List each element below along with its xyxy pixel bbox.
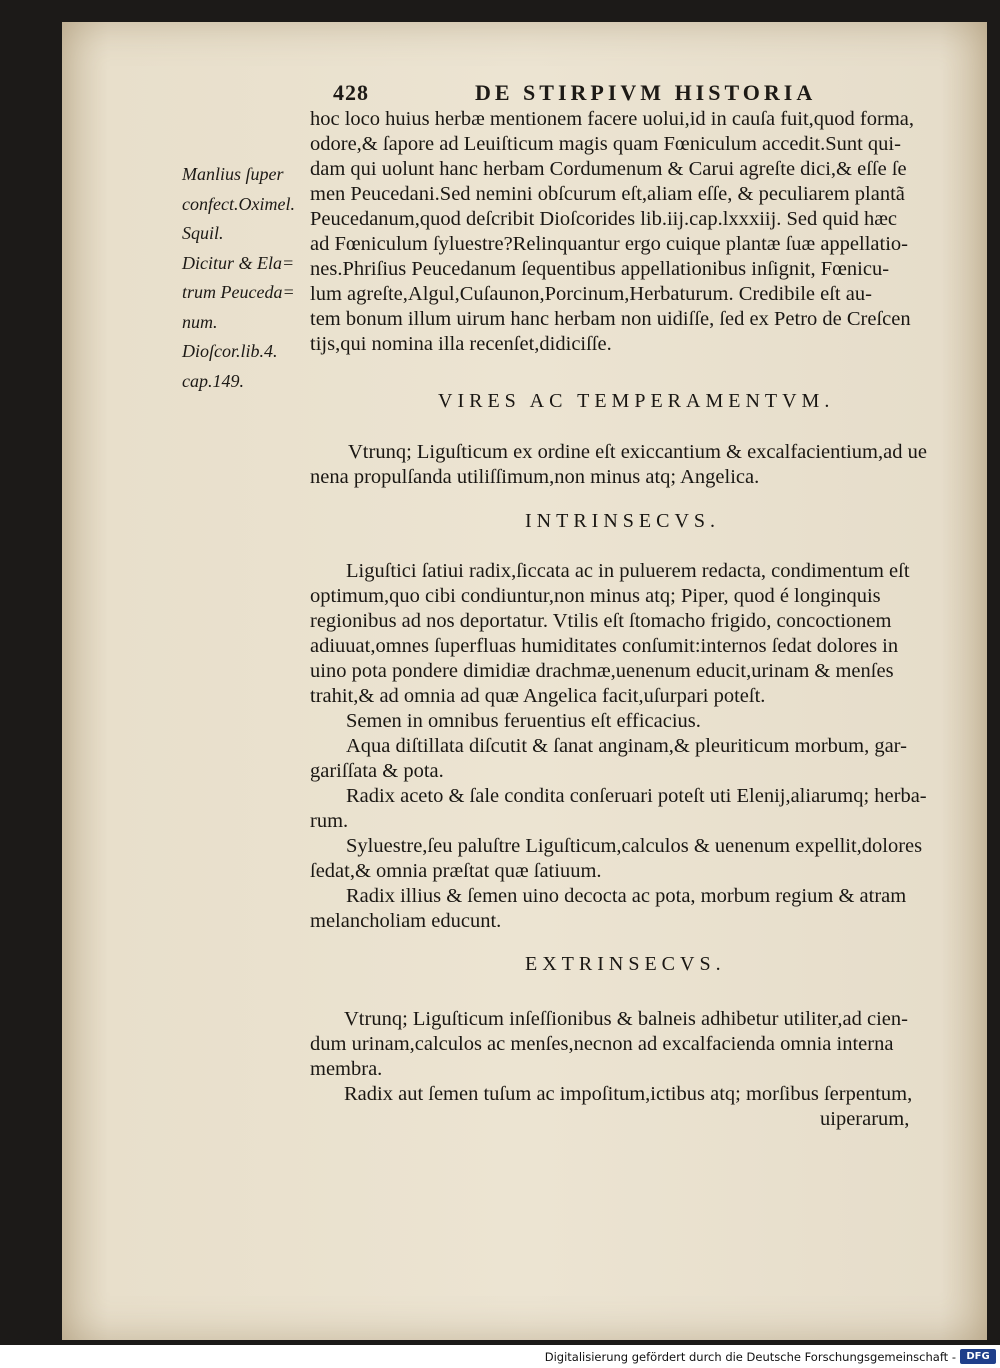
margin-note: confect.Oximel. [182,193,295,214]
text-line: Semen in omnibus feruentius eſt efficacius. [346,710,701,732]
margin-note: Dicitur & Ela= [182,252,295,273]
text-line: Radix aceto & ſale condita conſeruari poteſt uti Elenij,aliarumq; herba- [346,785,927,807]
text-line: optimum,quo cibi condiuntur,non minus atq; Piper, quod é longinquis [310,585,881,607]
text-line: trahit,& ad omnia ad quæ Angelica facit,uſurpari poteſt. [310,685,766,707]
margin-note: Manlius ſuper [182,164,284,184]
text-line: Vtrunq; Liguſticum inſeſſionibus & balneis adhibetur utiliter,ad cien- [344,1008,908,1030]
text-line: gariſſata & pota. [310,760,444,782]
section-heading-intrinsecus: INTRINSECVS. [525,510,721,532]
funding-notice: Digitalisierung gefördert durch die Deutsche Forschungsgemeinschaft - [544,1350,956,1364]
text-line: men Peucedani.Sed nemini obſcurum eſt,aliam eſſe, & peculiarem plantã [310,183,905,205]
text-line: adiuuat,omnes ſuperfluas humiditates conſumit:internos ſedat dolores in [310,635,899,657]
text-line: tem bonum illum uirum hanc herbam non uidiſſe, ſed ex Petro de Creſcen [310,308,911,330]
section-heading-vires: VIRES AC TEMPERAMENTVM. [438,390,835,412]
margin-notes [182,160,307,396]
vires-paragraph [310,440,985,490]
text-line: membra. [310,1058,383,1080]
intrinsecus-paragraph [310,559,985,934]
text-line: regionibus ad nos deportatur. Vtilis eſt ſtomacho frigido, concoctionem [310,610,892,632]
text-line: Syluestre,ſeu paluſtre Liguſticum,calculos & uenenum expellit,dolores [346,835,923,857]
margin-note: num. [182,311,218,332]
text-line: uino pota pondere dimidiæ drachmæ,uenenum educit,urinam & menſes [310,660,894,682]
text-line: rum. [310,810,349,832]
text-line: ſedat,& omnia præſtat quæ ſatiuum. [310,860,602,882]
text-line: Aqua diſtillata diſcutit & ſanat anginam,& pleuriticum morbum, gar- [346,735,907,757]
text-line: tijs,qui nomina illa recenſet,didiciſſe. [310,333,612,355]
text-line: lum agreſte,Algul,Cuſaunon,Porcinum,Herbaturum. Credibile eſt au- [310,283,872,305]
dfg-logo-icon[interactable]: DFG [960,1349,996,1364]
intro-paragraph [310,107,985,357]
margin-note: Squil. [182,223,224,243]
text-line: uiperarum, [820,1108,910,1130]
text-line: ad Fœniculum ſyluestre?Relinquantur ergo cuique plantæ ſuæ appellatio- [310,233,908,255]
text-line: melancholiam educunt. [310,910,502,932]
text-line: Radix aut ſemen tuſum ac impoſitum,ictibus atq; morſibus ſerpentum, [344,1083,913,1105]
text-line: Radix illius & ſemen uino decocta ac pota, morbum regium & atram [346,885,907,907]
text-line: hoc loco huius herbæ mentionem facere uolui,id in cauſa fuit,quod forma, [310,108,915,130]
text-line: nes.Phriſius Peucedanum ſequentibus appellationibus inſignit, Fœnicu- [310,258,890,280]
text-line: Peucedanum,quod deſcribit Dioſcorides lib.iij.cap.lxxxiij. Sed quid hæc [310,208,897,230]
text-line: nena propulſanda utiliſſimum,non minus atq; Angelica. [310,466,760,488]
running-title: DE STIRPIVM HISTORIA [475,80,817,105]
page-number: 428 [333,80,369,105]
text-line: dam qui uolunt hanc herbam Cordumenum & Carui agreſte dici,& eſſe ſe [310,158,907,180]
running-head [333,80,833,110]
section-heading-extrinsecus: EXTRINSECVS. [525,953,726,975]
text-line: Vtrunq; Liguſticum ex ordine eſt exiccantium & excalfacientium,ad ue [348,441,927,463]
margin-note: Dioſcor.lib.4. [182,341,278,361]
margin-note: trum Peuceda= [182,282,295,302]
text-line: odore,& ſapore ad Leuiſticum magis quam Fœniculum accedit.Sunt qui- [310,133,901,155]
footer-bar [0,1347,1000,1368]
extrinsecus-paragraph [310,1007,985,1132]
margin-note: cap.149. [182,370,244,391]
text-line: dum urinam,calculos ac menſes,necnon ad excalfacienda omnia interna [310,1033,894,1055]
text-line: Liguſtici ſatiui radix,ſiccata ac in puluerem redacta, condimentum eſt [346,560,910,582]
